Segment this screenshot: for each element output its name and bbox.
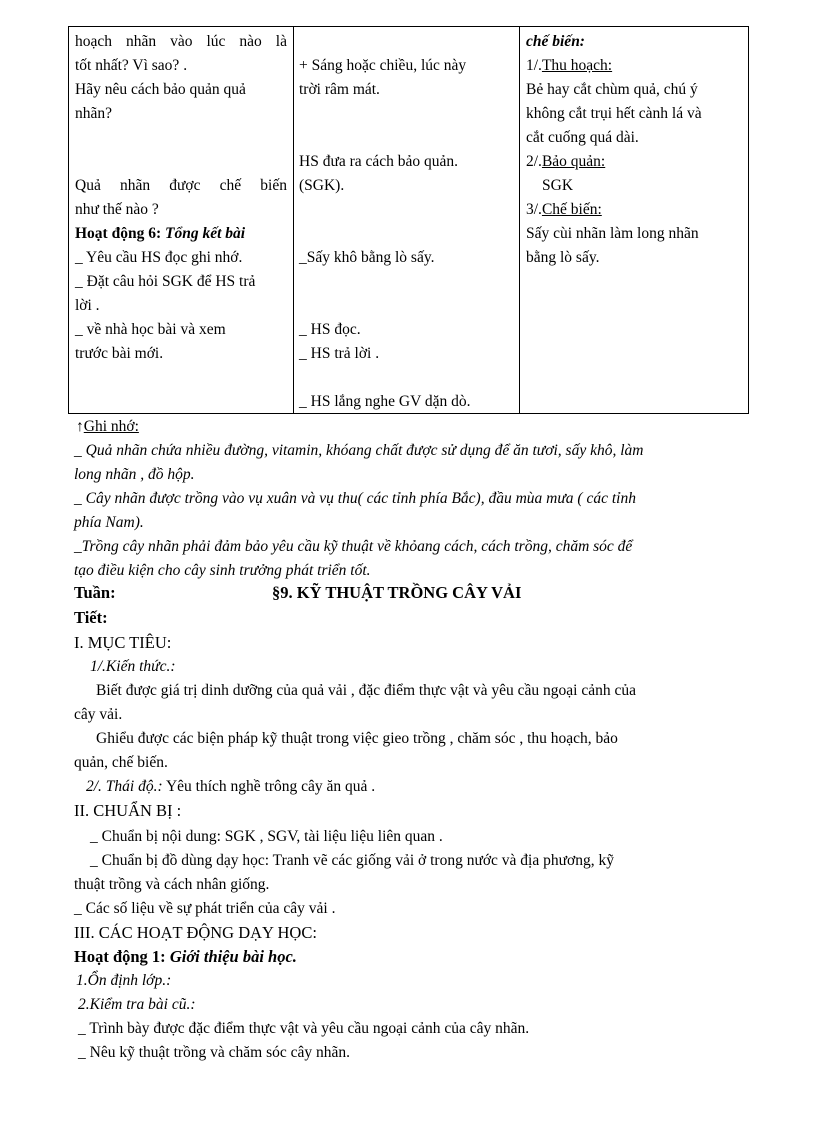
table-text: _ Đặt câu hỏi SGK để HS trả	[75, 273, 256, 290]
table-text: lời .	[75, 297, 100, 314]
section-objectives: I. MỤC TIÊU:	[74, 633, 172, 652]
note-text: long nhãn , đồ hộp.	[74, 466, 195, 483]
table-text: HS đưa ra cách bảo quản.	[299, 153, 459, 170]
paragraph: 1.Ổn định lớp.:	[76, 972, 172, 989]
note-text: _ Cây nhãn được trồng vào vụ xuân và vụ thu( các tỉnh phía Bắc), đầu mùa mưa ( các tỉnh	[74, 490, 636, 507]
table-text: SGK	[542, 177, 574, 194]
note-text: _ Quả nhãn chứa nhiều đường, vitamin, khóang chất được sử dụng để ăn tươi, sấy khô, làm	[74, 442, 644, 459]
table-heading: chế biến:	[526, 33, 585, 50]
lesson-table	[68, 26, 749, 414]
subsection-knowledge: 1/.Kiến thức.:	[90, 658, 176, 675]
table-text: nhãn?	[75, 105, 113, 122]
table-subheading: 1/.Thu hoạch:	[526, 57, 613, 74]
table-text: cắt cuống quá dài.	[526, 129, 639, 146]
table-subheading: 3/.Chế biến:	[526, 201, 602, 218]
paragraph: _ Chuẩn bị đồ dùng dạy học: Tranh vẽ các giống vải ở trong nước và địa phương, kỹ	[90, 852, 614, 869]
paragraph: quản, chế biến.	[74, 754, 168, 771]
student-activity-column	[294, 27, 520, 413]
table-text: bằng lò sấy.	[526, 249, 600, 266]
note-heading: ↑Ghi nhớ:	[76, 418, 139, 435]
table-text: _ Yêu cầu HS đọc ghi nhớ.	[75, 249, 243, 266]
section-preparation: II. CHUẨN BỊ :	[74, 801, 182, 820]
table-text: _Sấy khô bằng lò sấy.	[299, 249, 435, 266]
section-activities: III. CÁC HOẠT ĐỘNG DẠY HỌC:	[74, 923, 317, 942]
paragraph: 2.Kiểm tra bài cũ.:	[78, 996, 196, 1013]
paragraph: _ Chuẩn bị nội dung: SGK , SGV, tài liệu liệu liên quan .	[90, 828, 443, 845]
paragraph: thuật trồng và cách nhân giống.	[74, 876, 270, 893]
paragraph: cây vải.	[74, 706, 123, 723]
note-text: tạo điều kiện cho cây sinh trưởng phát triển tốt.	[74, 562, 371, 579]
subsection-attitude: 2/. Thái độ.: Yêu thích nghề trông cây ăn quả .	[86, 778, 376, 795]
table-text: hoạch nhãn vào lúc nào là	[75, 33, 287, 50]
table-text: Sấy cùi nhãn làm long nhãn	[526, 225, 699, 242]
week-label: Tuần:	[74, 583, 116, 602]
teacher-activity-column	[69, 27, 294, 413]
table-text: không cắt trụi hết cành lá và	[526, 105, 702, 122]
activity-6-heading: Hoạt động 6: Tổng kết bài	[75, 225, 246, 242]
table-text: + Sáng hoặc chiều, lúc này	[299, 57, 467, 74]
paragraph: _ Trình bày được đặc điểm thực vật và yêu cầu ngoại cảnh của cây nhãn.	[78, 1020, 530, 1037]
lesson-title: §9. KỸ THUẬT TRỒNG CÂY VẢI	[272, 583, 522, 602]
table-text: trời râm mát.	[299, 81, 380, 98]
period-label: Tiết:	[74, 608, 108, 627]
table-text: (SGK).	[299, 177, 345, 194]
table-text: _ HS trả lời .	[299, 345, 380, 362]
table-text: tốt nhất? Vì sao? .	[75, 57, 188, 74]
paragraph: Biết được giá trị dinh dưỡng của quả vải , đặc điểm thực vật và yêu cầu ngoại cảnh của	[96, 682, 636, 699]
paragraph: Ghiểu được các biện pháp kỹ thuật trong việc gieo trồng , chăm sóc , thu hoạch, bảo	[96, 730, 618, 747]
activity-1-heading: Hoạt động 1: Giới thiệu bài học.	[74, 947, 297, 966]
up-arrow-icon: ↑	[76, 418, 84, 435]
note-text: phía Nam).	[74, 514, 144, 531]
table-text: _ HS lắng nghe GV dặn dò.	[299, 393, 471, 410]
table-subheading: 2/.Bảo quản:	[526, 153, 606, 170]
table-text: _ HS đọc.	[299, 321, 361, 338]
paragraph: _ Các số liệu về sự phát triển của cây vải .	[74, 900, 336, 917]
paragraph: _ Nêu kỹ thuật trồng và chăm sóc cây nhãn.	[78, 1044, 351, 1061]
table-text: như thế nào ?	[75, 201, 159, 218]
table-text: Bẻ hay cắt chùm quả, chú ý	[526, 81, 698, 98]
table-text: Quả nhãn được chế biến	[75, 177, 287, 194]
table-text: trước bài mới.	[75, 345, 164, 362]
content-column	[520, 27, 748, 413]
note-text: _Trồng cây nhãn phải đảm bảo yêu cầu kỹ thuật về khỏang cách, cách trồng, chăm sóc để	[74, 538, 633, 555]
table-text: Hãy nêu cách bảo quản quả	[75, 81, 246, 98]
table-text: _ về nhà học bài và xem	[75, 321, 226, 338]
